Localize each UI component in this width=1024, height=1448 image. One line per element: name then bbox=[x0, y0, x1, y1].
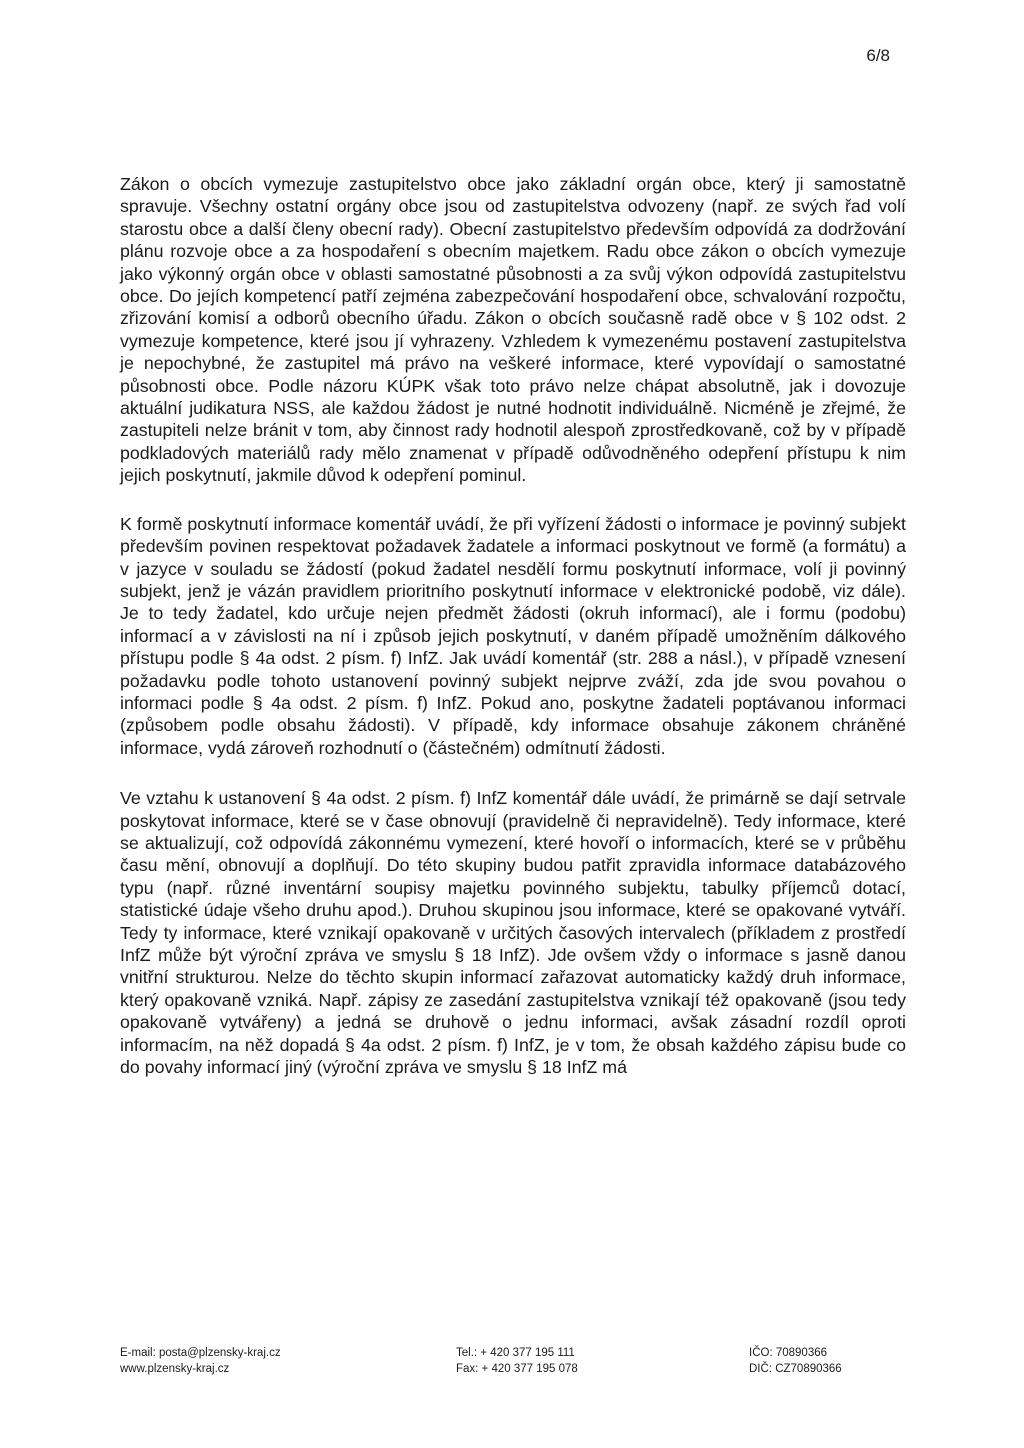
footer-phone: Tel.: + 420 377 195 111 bbox=[456, 1347, 575, 1359]
page-number: 6/8 bbox=[866, 46, 890, 65]
footer-dic: DIČ: CZ70890366 bbox=[749, 1363, 842, 1375]
paragraph-ustanoveni-4a: Ve vztahu k ustanovení § 4a odst. 2 písm. f) InfZ komentář dále uvádí, že primárně se dají setrvale poskytovat informace, které se v čase obnovují (pravidelně či nepravidelně). Tedy informace, které se aktualizují, což odpovídá zákonnému vymezení, které hovoří o informacích, které se v průběhu času mění, obnovují a doplňují. Do této skupiny budou patřit zpravidla informace databázového typu (např. různé inventární soupisy majetku povinného subjektu, tabulky příjemců dotací, statistické údaje všeho druhu apod.). Druhou skupinou jsou informace, které se opakované vytváří. Tedy ty informace, které vznikají opakovaně v určitých časových intervalech (příkladem z prostředí InfZ může být výroční zpráva ve smyslu § 18 InfZ). Jde ovšem vždy o informace s jasně danou vnitřní strukturou. Nelze do těchto skupin informací zařazovat automaticky každý druh informace, který opakovaně vzniká. Např. zápisy ze zasedání zastupitelstva vznikají též opakovaně (jsou tedy opakovaně vytvářeny) a jedná se druhově o jednu informaci, avšak zásadní rozdíl oproti informacím, na něž dopadá § 4a odst. 2 písm. f) InfZ, je v tom, že obsah každého zápisu bude co do povahy informací jiný (výroční zpráva ve smyslu § 18 InfZ má bbox=[120, 788, 906, 1078]
footer-email: E-mail: posta@plzensky-kraj.cz bbox=[120, 1347, 281, 1359]
footer-ico: IČO: 70890366 bbox=[749, 1347, 828, 1359]
footer-fax: Fax: + 420 377 195 078 bbox=[456, 1363, 578, 1375]
document-body bbox=[120, 173, 906, 1102]
footer-phone-column bbox=[456, 1345, 578, 1377]
footer-website: www.plzensky-kraj.cz bbox=[120, 1363, 230, 1375]
paragraph-zastupitelstvo: Zákon o obcích vymezuje zastupitelstvo obce jako základní orgán obce, který ji samostatně spravuje. Všechny ostatní orgány obce jsou od zastupitelstva odvozeny (např. ze svých řad volí starostu obce a další členy obecní rady). Obecní zastupitelstvo především odpovídá za dodržování plánu rozvoje obce a za hospodaření s obecním majetkem. Radu obce zákon o obcích vymezuje jako výkonný orgán obce v oblasti samostatné působnosti a za svůj výkon odpovídá zastupitelstvu obce. Do jejích kompetencí patří zejména zabezpečování hospodaření obce, schvalování rozpočtu, zřizování komisí a odborů obecního úřadu. Zákon o obcích současně radě obce v § 102 odst. 2 vymezuje kompetence, které jsou jí vyhrazeny. Vzhledem k vymezenému postavení zastupitelstva je nepochybné, že zastupitel má právo na veškeré informace, které vypovídají o samostatné působnosti obce. Podle názoru KÚPK však toto právo nelze chápat absolutně, jak i dovozuje aktuální judikatura NSS, ale každou žádost je nutné hodnotit individuálně. Nicméně je zřejmé, že zastupiteli nelze bránit v tom, aby činnost rady hodnotil alespoň zprostředkovaně, což by v případě podkladových materiálů rady mělo znamenat v případě odůvodněného odepření přístupu k nim jejich poskytnutí, jakmile důvod k odepření pominul. bbox=[120, 174, 906, 486]
footer-ids-column bbox=[749, 1345, 842, 1377]
page-footer bbox=[120, 1345, 906, 1385]
paragraph-forma-poskytnuti: K formě poskytnutí informace komentář uvádí, že při vyřízení žádosti o informace je povinný subjekt především povinen respektovat požadavek žadatele a informaci poskytnout ve formě (a formátu) a v jazyce v souladu se žádostí (pokud žadatel nesdělí formu poskytnutí informace, volí ji povinný subjekt, jenž je vázán pravidlem prioritního poskytnutí informace v elektronické podobě, viz dále). Je to tedy žadatel, kdo určuje nejen předmět žádosti (okruh informací), ale i formu (podobu) informací a v závislosti na ní i způsob jejich poskytnutí, v daném případě umožněním dálkového přístupu podle § 4a odst. 2 písm. f) InfZ. Jak uvádí komentář (str. 288 a násl.), v případě vznesení požadavku podle tohoto ustanovení povinný subjekt nejprve zváží, zda jde svou povahou o informaci podle § 4a odst. 2 písm. f) InfZ. Pokud ano, poskytne žadateli poptávanou informaci (způsobem podle obsahu žádosti). V případě, kdy informace obsahuje zákonem chráněné informace, vydá zároveň rozhodnutí o (částečném) odmítnutí žádosti. bbox=[120, 513, 906, 758]
footer-contact-column bbox=[120, 1345, 281, 1377]
